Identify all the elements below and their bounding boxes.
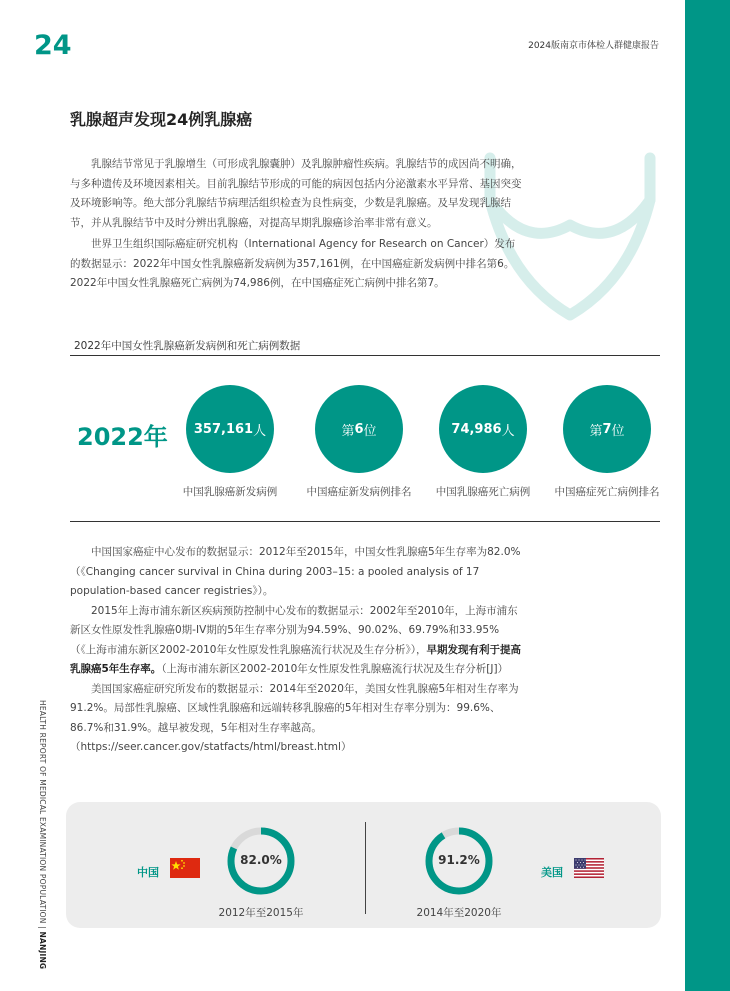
stat-circle xyxy=(315,385,403,473)
body-paragraph-3: 美国国家癌症研究所发布的数据显示：2014年至2020年，美国女性乳腺癌5年相对生存率为91.2%。局部性乳腺癌、区域性乳腺癌和远端转移乳腺癌的5年相对生存率分别为：99.6%、86.7%和31.9%。越早被发现，5年相对生存率越高。（https://seer.cancer.gov/statfacts/html/breast.html） xyxy=(70,682,519,753)
stat-value: 74,986 xyxy=(451,421,502,437)
stat-unit: 人 xyxy=(253,423,267,439)
side-text-separator: | xyxy=(38,923,47,932)
stat-new-rank xyxy=(289,385,429,499)
intro-paragraph-1: 乳腺结节常见于乳腺增生（可形成乳腺囊肿）及乳腺肿瘤性疾病。乳腺结节的成因尚不明确，与多种遗传及环境因素相关。目前乳腺结节形成的可能的病因包括内分泌激素水平异常、基因突变及环境影响等。绝大部分乳腺结节病理活组织检查为良性病变，少数是乳腺癌。及早发现乳腺结节，并从乳腺结节中及时分辨出乳腺癌，对提高早期乳腺癌诊治率非常有意义。 xyxy=(70,158,522,229)
stat-circle xyxy=(439,385,527,473)
stat-label: 中国乳腺癌死亡病例 xyxy=(435,486,531,498)
emphasis-text: 早期发现有利于提高乳腺癌5年生存率。 xyxy=(70,643,521,675)
table-bottom-rule xyxy=(70,521,660,522)
stat-value: 7 xyxy=(602,421,612,437)
stat-label: 中国癌症死亡病例排名 xyxy=(554,486,660,498)
page-number: 24 xyxy=(34,30,72,61)
side-text-city: NANJING xyxy=(38,931,47,970)
intro-paragraph-2: 世界卫生组织国际癌症研究机构（International Agency for Research on Cancer）发布的数据显示：2022年中国女性乳腺癌新发病例为357,161例，在中国癌症新发病例中排名第6。2022年中国女性乳腺癌死亡病例为74,986例，在中国癌症死亡病例中排名第7。 xyxy=(70,238,516,289)
side-vertical-text xyxy=(38,700,47,969)
body-text xyxy=(70,543,525,758)
body-paragraph-1: 中国国家癌症中心发布的数据显示：2012年至2015年，中国女性乳腺癌5年生存率为82.0%（《Changing cancer survival in China during 2003–15: a pooled analysis of 17 population-based cancer registries》）。 xyxy=(70,546,521,597)
china-flag-icon xyxy=(170,858,200,878)
paragraph-text: （上海市浦东新区2002-2010年女性原发性乳腺癌流行状况及生存分析[J]） xyxy=(161,663,509,675)
stat-unit: 位 xyxy=(611,423,625,439)
stat-circle xyxy=(563,385,651,473)
stats-table-title: 2022年中国女性乳腺癌新发病例和死亡病例数据 xyxy=(74,340,301,352)
usa-rate-value: 91.2% xyxy=(438,853,480,867)
report-title: 2024版南京市体检人群健康报告 xyxy=(528,41,659,51)
country-label-china: 中国 xyxy=(137,866,159,879)
usa-period: 2014年至2020年 xyxy=(416,907,502,919)
stat-deaths xyxy=(413,385,553,499)
paragraph-text: 2015年上海市浦东新区疾病预防控制中心发布的数据显示：2002年至2010年，上海市浦东新区女性原发性乳腺癌0期-IV期的5年生存率分别为94.59%、90.02%、69.79%和33.95%（《上海市浦东新区2002-2010年女性原发性乳腺癌流行状况及生存分析》）， xyxy=(70,604,518,656)
stat-prefix: 第 xyxy=(341,423,355,439)
stat-circle xyxy=(186,385,274,473)
china-period: 2012年至2015年 xyxy=(218,907,304,919)
stat-unit: 人 xyxy=(501,423,515,439)
stat-new-cases xyxy=(160,385,300,499)
section-title: 乳腺超声发现24例乳腺癌 xyxy=(70,110,253,129)
stat-value: 357,161 xyxy=(193,421,254,437)
stat-value: 6 xyxy=(354,421,364,437)
intro-text xyxy=(70,155,525,294)
stats-year: 2022年 xyxy=(77,423,168,451)
stat-death-rank xyxy=(537,385,677,499)
table-top-rule xyxy=(70,355,660,356)
side-accent-bar xyxy=(685,0,730,991)
side-text-main: HEALTH REPORT OF MEDICAL EXAMINATION POPULATION xyxy=(38,700,47,924)
body-paragraph-2 xyxy=(70,602,525,680)
stat-label: 中国乳腺癌新发病例 xyxy=(182,486,278,498)
usa-flag-icon xyxy=(574,858,604,878)
stat-label: 中国癌症新发病例排名 xyxy=(306,486,412,498)
stat-prefix: 第 xyxy=(589,423,603,439)
china-rate-value: 82.0% xyxy=(240,853,282,867)
country-label-usa: 美国 xyxy=(541,866,563,879)
panel-divider xyxy=(365,822,366,914)
stat-unit: 位 xyxy=(363,423,377,439)
